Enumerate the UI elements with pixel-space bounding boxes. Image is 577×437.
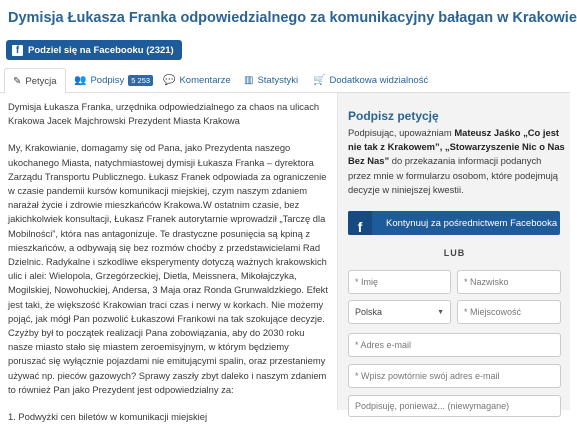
sign-desc-prefix: Podpisując, upoważniam xyxy=(348,127,455,138)
petition-intro: Dymisja Łukasza Franka, urzędnika odpowiedzialnego za chaos na ulicach Krakowa Jacek Majchrowski Prezydent Miasta Krakowa xyxy=(8,101,320,127)
chart-icon: ▥ xyxy=(244,75,254,86)
cart-icon: 🛒 xyxy=(313,75,326,86)
or-separator: LUB xyxy=(443,248,466,258)
tab-label: Petycja xyxy=(25,75,57,87)
signatures-count-badge: 5 253 xyxy=(128,75,153,86)
tab-comments[interactable] xyxy=(155,68,239,93)
comment-field[interactable] xyxy=(348,395,561,417)
facebook-share-button[interactable] xyxy=(6,40,182,60)
page-title: Dymisja Łukasza Franka odpowiedzialnego za komunikacyjny bałagan w Krakowie xyxy=(8,10,577,26)
facebook-icon: f xyxy=(348,211,372,235)
petition-content xyxy=(8,100,328,437)
email-placeholder: * Adres e-mail xyxy=(355,340,412,350)
tab-signatures[interactable] xyxy=(66,68,161,93)
sign-desc-authors: Mateusz Jaśko „Co jest nie tak z Krakowem”, „Stowarzyszenie Nic o Nas Bez Nas” xyxy=(348,127,565,167)
country-value: Polska xyxy=(355,307,383,317)
facebook-share-label: Podziel się na Facebooku (2321) xyxy=(28,44,174,56)
sign-description xyxy=(348,126,566,197)
sign-panel xyxy=(337,93,570,410)
tab-petition[interactable] xyxy=(4,68,66,94)
petition-list-item: 1. Podwyżki cen biletów w komunikacji miejskiej xyxy=(8,411,208,423)
facebook-icon: f xyxy=(12,45,23,56)
comments-icon: 💬 xyxy=(163,75,176,86)
first-name-placeholder: * Imię xyxy=(355,277,379,287)
last-name-field[interactable] xyxy=(457,270,561,294)
users-icon: 👥 xyxy=(74,75,87,86)
tab-statistics[interactable] xyxy=(236,68,306,93)
petition-body: My, Krakowianie, domagamy się od Pana, jako Prezydenta naszego ukochanego Miasta, natychmiastowej dymisji Łukasza Franka – dyrektora Zarządu Transportu Publicznego. Łukasz Franek odpowiada za ograniczenie w czasie pandemii kursów komunikacji miejskiej, czym naszym zdaniem narażał życie i zdrowie mieszkańców Krakowa.W ostatnim czasie, bez jakichkolwiek konsultacji, Łukasz Franek autorytarnie wprowadził „Tarczę dla Mobilności”, która nas antagonizuje. Te drastyczne posunięcia są kpiną z mieszkańców, a odbywają się bez rozmów choćby z przedstawicielami Rad Dzielnic. Radykalne i szkodliwe eksperymenty dotyczą ważnych krakowskich ulic i alei: Wielopola, Grzegórzeckiej, Dietla, Meissnera, Mikołajczyka, Mogilskiej, Nowohuckiej, Andersa, 3 Maja oraz Ronda Grunwaldzkiego. Efekt jest taki, że większość Krakowian traci czas i nerwy w korkach. Nie możemy pojąć, jak mógł Pan pozwolić Łukaszowi Frankowi na tak szokujące decyzje. Czyżby był to początek realizacji Pana zobowiązania, aby do 2030 roku nasze miasto stało się miastem zeroemisyjnym, w którym będziemy poruszać się wyłącznie pojazdami nie emitującymi spalin, oraz przestaniemy używać np. pieców gazowych? Sprawy zaszły zbyt daleko i naszym zdaniem to również Pan jako Prezydent jest odpowiedzialny za: xyxy=(8,142,328,395)
email-field[interactable] xyxy=(348,333,561,357)
tab-label: Dodatkowa widzialność xyxy=(329,75,429,86)
tab-extra-visibility[interactable] xyxy=(305,68,436,93)
sign-desc-suffix: do przekazania informacji podanych przez mnie w formularzu osobom, które podejmują decyzje w niniejszej kwestii. xyxy=(348,155,558,195)
chevron-down-icon: ▼ xyxy=(437,308,444,316)
email-repeat-placeholder: * Wpisz powtórnie swój adres e-mail xyxy=(355,371,500,381)
facebook-continue-button[interactable] xyxy=(348,211,560,235)
pen-icon: ✎ xyxy=(13,75,22,87)
city-placeholder: * Miejscowość xyxy=(464,307,522,317)
email-repeat-field[interactable] xyxy=(348,364,561,388)
first-name-field[interactable] xyxy=(348,270,451,294)
city-field[interactable] xyxy=(457,300,561,324)
facebook-continue-label: Kontynuuj za pośrednictwem Facebooka xyxy=(386,217,558,229)
last-name-placeholder: * Nazwisko xyxy=(464,277,509,287)
sign-title: Podpisz petycję xyxy=(348,109,439,123)
comment-placeholder: Podpisuję, ponieważ... (niewymagane) xyxy=(355,401,510,411)
tab-label: Podpisy xyxy=(90,75,125,86)
country-select[interactable] xyxy=(348,300,451,324)
tab-label: Statystyki xyxy=(257,75,299,86)
tab-label: Komentarze xyxy=(179,75,231,86)
tab-bar xyxy=(0,68,570,93)
